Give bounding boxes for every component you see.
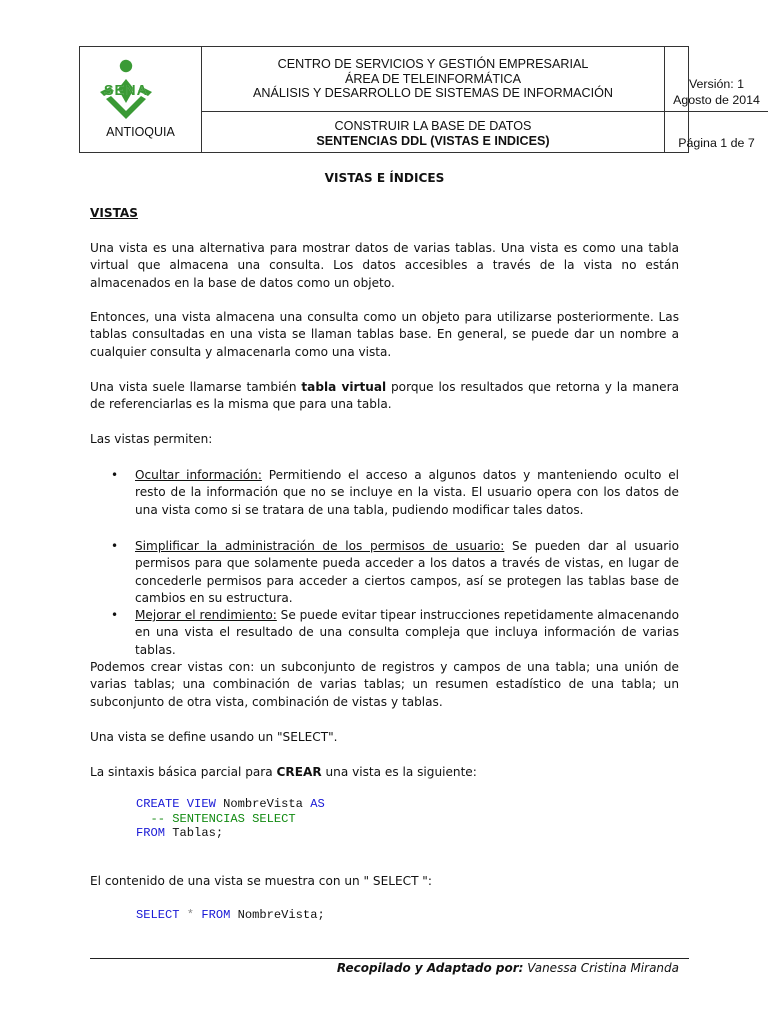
code-keyword: CREATE VIEW bbox=[136, 797, 216, 811]
code-block-create-view bbox=[136, 797, 325, 841]
org-line-2: ÁREA DE TELEINFORMÁTICA bbox=[344, 71, 522, 86]
logo-text: SENA bbox=[103, 83, 149, 99]
bullet-icon: • bbox=[111, 608, 119, 622]
footer-author: Vanessa Cristina Miranda bbox=[523, 961, 679, 975]
organization-block bbox=[202, 57, 664, 101]
header-divider bbox=[202, 111, 768, 112]
version-date: Agosto de 2014 bbox=[673, 92, 760, 107]
bullet-icon: • bbox=[111, 539, 119, 553]
org-line-1: CENTRO DE SERVICIOS Y GESTIÓN EMPRESARIAL bbox=[277, 57, 589, 71]
version-block bbox=[665, 77, 768, 108]
footer-credit bbox=[90, 961, 679, 975]
version-label: Versión: 1 bbox=[688, 77, 745, 91]
code-keyword: FROM bbox=[201, 908, 231, 922]
paragraph-3-a: Una vista suele llamarse también bbox=[90, 380, 302, 394]
title-cell bbox=[202, 47, 664, 152]
logo-cell bbox=[80, 47, 202, 152]
code-comment: -- SENTENCIAS SELECT bbox=[136, 811, 296, 826]
org-line-3: ANÁLISIS Y DESARROLLO DE SISTEMAS DE INFORMACIÓN bbox=[253, 86, 613, 100]
paragraph-4: Las vistas permiten: bbox=[90, 432, 213, 446]
subject-block bbox=[202, 119, 664, 148]
paragraph-3 bbox=[90, 379, 679, 414]
paragraph-8: El contenido de una vista se muestra con un " SELECT ": bbox=[90, 874, 432, 888]
paragraph-7-keyword: CREAR bbox=[276, 765, 322, 779]
list-item-text: Se pueden dar al usuario permisos para que solamente pueda acceder a los datos a través de vistas, en lugar de concederle permisos para acceder a ciertos campos, así se protegen las tablas base de cambios en su estructura. bbox=[135, 539, 679, 605]
code-operator: * bbox=[179, 908, 202, 922]
document-header-table bbox=[79, 46, 760, 153]
paragraph-3-c: porque los resultados que retorna y la manera de referenciarlas es la misma que para una tabla. bbox=[90, 380, 679, 412]
paragraph-1: Una vista es una alternativa para mostrar datos de varias tablas. Una vista es como una tabla virtual que almacena una consulta. Los datos accesibles a través de la vista no están almacenados en la base de datos como un objeto. bbox=[90, 241, 679, 290]
list-item-text: Se puede evitar tipear instrucciones repetidamente almacenando en una vista el resultado de una consulta compleja que incluya información de varias tablas. bbox=[135, 608, 679, 657]
code-keyword: SELECT bbox=[136, 908, 180, 922]
code-identifier: NombreVista; bbox=[230, 908, 325, 922]
footer-divider bbox=[90, 958, 689, 959]
paragraph-7 bbox=[90, 764, 679, 781]
list-item bbox=[111, 607, 679, 659]
paragraph-7-a: La sintaxis básica parcial para bbox=[90, 765, 277, 779]
list-item-term: Mejorar el rendimiento: bbox=[135, 608, 277, 622]
paragraph-7-c: una vista es la siguiente: bbox=[321, 765, 477, 779]
paragraph-6: Una vista se define usando un "SELECT". bbox=[90, 730, 338, 744]
code-block-select bbox=[136, 908, 325, 923]
paragraph-5: Podemos crear vistas con: un subconjunto de registros y campos de una tabla; una unión de varias tablas; una combinación de varias tablas; un resumen estadístico de una tabla; un subconjunto de otra vista, combinación de vistas y tablas. bbox=[90, 660, 679, 709]
footer-label: Recopilado y Adaptado por: bbox=[336, 961, 524, 975]
subject-line-1: CONSTRUIR LA BASE DE DATOS bbox=[334, 119, 532, 133]
list-item-term: Simplificar la administración de los permisos de usuario: bbox=[135, 539, 505, 553]
code-identifier: NombreVista bbox=[215, 797, 311, 811]
version-cell bbox=[664, 47, 768, 152]
page-number: Página 1 de 7 bbox=[678, 136, 755, 150]
section-heading-vistas: VISTAS bbox=[90, 206, 138, 220]
paragraph-2: Entonces, una vista almacena una consulta como un objeto para utilizarse posteriormente. Las tablas consultadas en una vista se llaman tablas base. En general, se puede dar un nombre a cualquier consulta y almacenarla como una vista. bbox=[90, 310, 679, 359]
code-keyword: AS bbox=[310, 797, 325, 811]
bullet-icon: • bbox=[111, 468, 119, 482]
list-item bbox=[111, 467, 679, 519]
document-title: VISTAS E ÍNDICES bbox=[324, 171, 445, 185]
list-item bbox=[111, 538, 679, 607]
subject-line-2: SENTENCIAS DDL (VISTAS E INDICES) bbox=[316, 133, 550, 148]
list-item-text: Permitiendo el acceso a algunos datos y manteniendo oculto el resto de la información que no se incluye en la vista. El usuario opera con los datos de una vista como si se tratara de una tabla, pudiendo modificar tales datos. bbox=[135, 468, 679, 517]
code-identifier: Tablas; bbox=[165, 826, 224, 841]
code-keyword: FROM bbox=[136, 826, 166, 841]
list-item-term: Ocultar información: bbox=[135, 468, 262, 482]
paragraph-3-term: tabla virtual bbox=[301, 380, 387, 394]
region-label: ANTIOQUIA bbox=[106, 125, 175, 139]
